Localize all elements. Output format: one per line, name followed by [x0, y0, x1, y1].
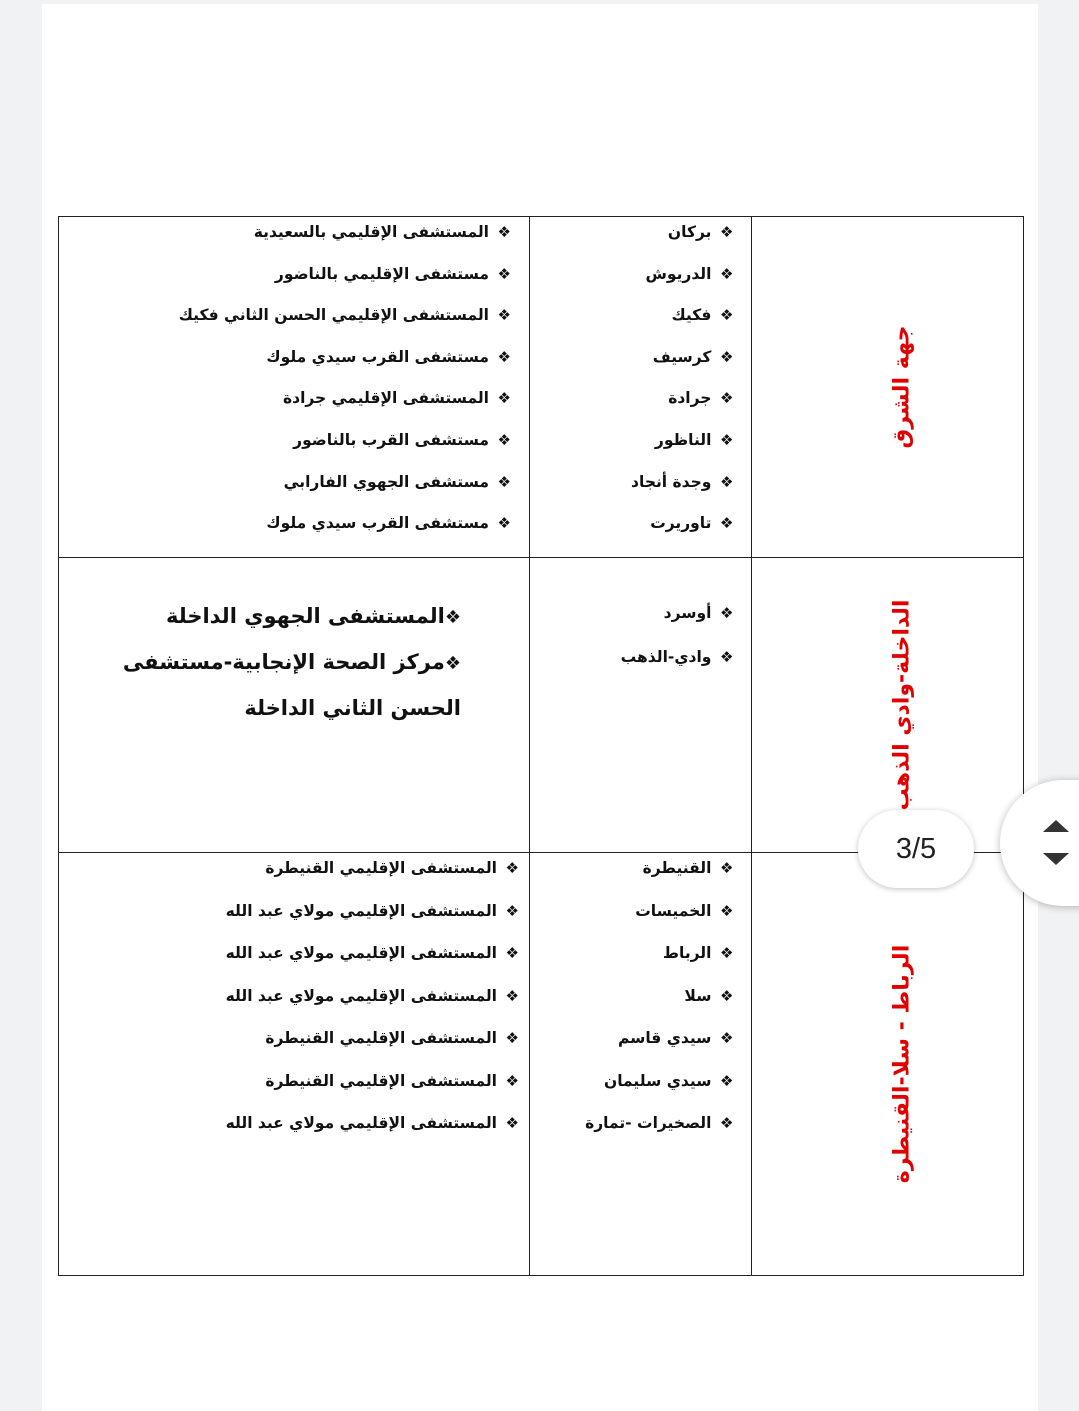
regions-table	[58, 216, 1024, 1276]
triangle-up-icon[interactable]	[1043, 820, 1069, 832]
hospital-list	[59, 853, 529, 1151]
list-item: ❖الخميسات	[536, 896, 733, 939]
bullet-icon: ❖	[719, 986, 734, 1005]
list-item: ❖مستشفى القرب بالناضور	[65, 425, 511, 467]
list-item: ❖بركان	[536, 217, 733, 259]
table-row	[59, 217, 1024, 558]
city-list	[530, 217, 751, 550]
list-item: ❖المستشفى الإقليمي القنيطرة	[65, 853, 519, 896]
list-item: ❖مستشفى القرب سيدي ملوك	[65, 508, 511, 550]
bullet-icon: ❖	[505, 1071, 519, 1090]
bullet-icon: ❖	[719, 306, 734, 325]
region-cell	[752, 217, 1024, 558]
list-item: ❖المستشفى الإقليمي الحسن الثاني فكيك	[65, 300, 511, 342]
bullet-icon: ❖	[497, 306, 511, 325]
bullet-icon: ❖	[505, 1114, 519, 1132]
bullet-icon: ❖	[719, 264, 734, 283]
list-item: ❖مركز الصحة الإنجابية-مستشفى الحسن الثاني الداخلة	[122, 650, 461, 720]
bullet-icon: ❖	[497, 264, 511, 283]
hospital-list	[59, 558, 529, 730]
hospitals-cell	[59, 217, 530, 558]
list-item: ❖الدريوش	[536, 259, 733, 301]
bullet-icon: ❖	[719, 1114, 734, 1132]
bullet-icon: ❖	[719, 901, 734, 920]
table-row	[59, 558, 1024, 853]
list-item: ❖مستشفى الجهوي الفارابي	[65, 467, 511, 509]
list-item: ❖كرسيف	[536, 342, 733, 384]
bullet-icon: ❖	[719, 944, 734, 962]
list-item: ❖المستشفى الإقليمي مولاي عبد الله	[65, 938, 519, 981]
list-item: ❖وادي-الذهب	[536, 642, 733, 686]
hospitals-cell	[59, 558, 530, 853]
bullet-icon: ❖	[719, 389, 734, 408]
bullet-icon: ❖	[719, 347, 734, 366]
list-item: ❖الناظور	[536, 425, 733, 467]
bullet-icon: ❖	[497, 223, 511, 241]
bullet-icon: ❖	[497, 472, 511, 491]
list-item: ❖المستشفى الإقليمي القنيطرة	[65, 1066, 519, 1109]
region-cell	[752, 853, 1024, 1276]
list-item: ❖الصخيرات -تمارة	[536, 1108, 733, 1151]
list-item: ❖القنيطرة	[536, 853, 733, 896]
city-list	[530, 558, 751, 686]
bullet-icon: ❖	[505, 986, 519, 1005]
bullet-icon: ❖	[719, 430, 734, 449]
triangle-down-icon[interactable]	[1043, 853, 1069, 865]
bullet-icon: ❖	[719, 859, 734, 877]
bullet-icon: ❖	[505, 901, 519, 920]
bullet-icon: ❖	[719, 648, 734, 666]
list-item: ❖وجدة أنجاد	[536, 467, 733, 509]
bullet-icon: ❖	[719, 514, 734, 533]
page-indicator: 3/5	[858, 810, 974, 888]
region-cell	[752, 558, 1024, 853]
bullet-icon: ❖	[505, 1029, 519, 1047]
list-item: ❖سلا	[536, 981, 733, 1024]
table-row	[59, 853, 1024, 1276]
list-item: ❖المستشفى الإقليمي بالسعيدية	[65, 217, 511, 259]
cities-cell	[529, 853, 751, 1276]
list-item: ❖سيدي سليمان	[536, 1066, 733, 1109]
list-item: ❖تاوريرت	[536, 508, 733, 550]
region-label: الرباط - سلا-القنيطرة	[889, 944, 915, 1184]
bullet-icon: ❖	[444, 607, 461, 628]
bullet-icon: ❖	[719, 1029, 734, 1047]
list-item: ❖المستشفى الإقليمي مولاي عبد الله	[65, 1108, 519, 1151]
bullet-icon: ❖	[719, 223, 734, 241]
bullet-icon: ❖	[719, 1071, 734, 1090]
city-list	[530, 853, 751, 1151]
list-item: ❖أوسرد	[536, 598, 733, 642]
list-item: ❖مستشفى القرب سيدي ملوك	[65, 342, 511, 384]
cities-cell	[529, 217, 751, 558]
list-item: ❖الرباط	[536, 938, 733, 981]
region-label: جهة الشرق	[889, 325, 915, 449]
bullet-icon: ❖	[497, 430, 511, 449]
bullet-icon: ❖	[444, 653, 461, 674]
hospital-list	[59, 217, 529, 550]
list-item: ❖جرادة	[536, 383, 733, 425]
list-item: ❖المستشفى الجهوي الداخلة	[166, 604, 461, 628]
region-label: الداخلة-وادي الذهب	[889, 599, 915, 811]
list-item: ❖مستشفى الإقليمي بالناضور	[65, 259, 511, 301]
bullet-icon: ❖	[497, 514, 511, 533]
bullet-icon: ❖	[497, 389, 511, 408]
document-page	[42, 4, 1038, 1411]
list-item: ❖سيدي قاسم	[536, 1023, 733, 1066]
list-item: ❖فكيك	[536, 300, 733, 342]
bullet-icon: ❖	[497, 347, 511, 366]
list-item: ❖المستشفى الإقليمي مولاي عبد الله	[65, 981, 519, 1024]
bullet-icon: ❖	[505, 859, 519, 877]
list-item: ❖المستشفى الإقليمي جرادة	[65, 383, 511, 425]
hospitals-cell	[59, 853, 530, 1276]
bullet-icon: ❖	[505, 944, 519, 962]
bullet-icon: ❖	[719, 472, 734, 491]
list-item: ❖المستشفى الإقليمي مولاي عبد الله	[65, 896, 519, 939]
list-item: ❖المستشفى الإقليمي القنيطرة	[65, 1023, 519, 1066]
bullet-icon: ❖	[719, 604, 734, 622]
cities-cell	[529, 558, 751, 853]
